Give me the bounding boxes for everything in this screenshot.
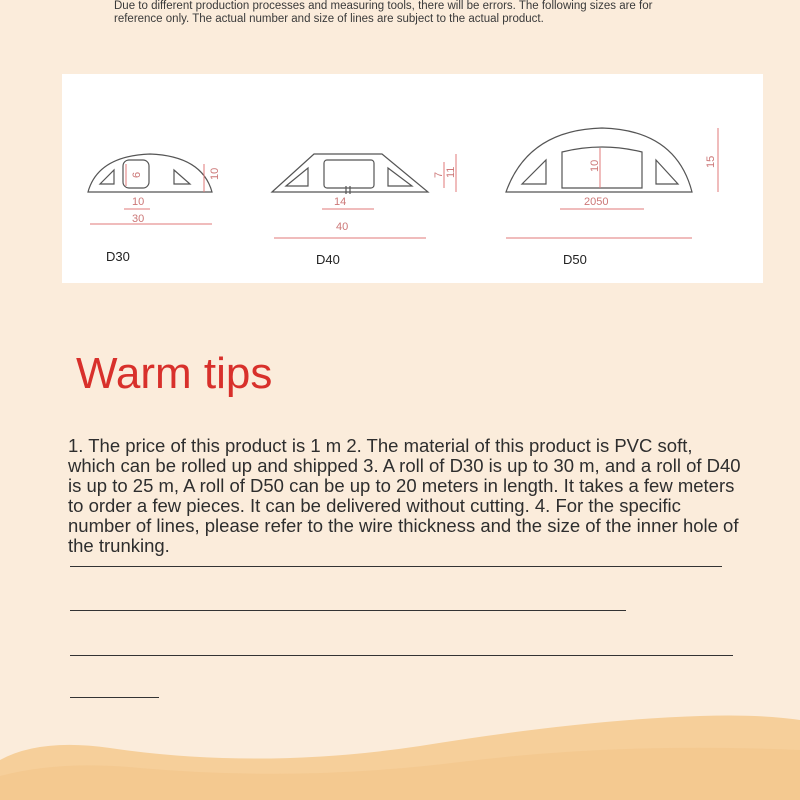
model-label-d50: D50 [563, 252, 587, 267]
decorative-wave [0, 690, 800, 800]
divider-line [70, 566, 722, 567]
divider-line [70, 655, 733, 656]
d30-dimensions [90, 164, 212, 224]
model-label-d30: D30 [106, 249, 130, 264]
d30-dim-total-width: 30 [132, 213, 145, 225]
d50-dim-height-total: 15 [705, 155, 717, 168]
d50-dim-height-inner: 10 [589, 159, 601, 172]
d40-dim-inner-width: 14 [334, 196, 347, 208]
warm-tips-heading: Warm tips [76, 349, 273, 398]
d30-dim-height-inner: 6 [131, 171, 143, 178]
d40-dim-total-width: 40 [336, 221, 349, 233]
d40-profile [272, 154, 428, 194]
d40-dim-height-inner: 7 [433, 171, 445, 178]
disclaimer-note: Due to different production processes and measuring tools, there will be errors. The following sizes are for reference only. The actual number and size of lines are subject to the actual product. [114, 0, 653, 25]
dimension-diagram-panel [62, 74, 763, 283]
d40-dim-height-total: 11 [445, 166, 457, 178]
divider-line [70, 610, 626, 611]
model-label-d40: D40 [316, 252, 340, 267]
d30-profile [88, 154, 212, 192]
warm-tips-text: 1. The price of this product is 1 m 2. The material of this product is PVC soft, which can be rolled up and shipped 3. A roll of D30 is up to 30 m, and a roll of D40 is up to 25 m, A roll of D50 can be up to 20 meters in length. It takes a few meters to order a few pieces. It can be delivered without cutting. 4. For the specific number of lines, please refer to the wire thickness and the size of the inner hole of the trunking. [68, 435, 741, 556]
d30-dim-height-total: 10 [209, 167, 221, 180]
d50-dim-total-width: 2050 [584, 196, 609, 208]
cable-protector-diagrams [62, 74, 763, 283]
d30-dim-inner-width: 10 [132, 196, 145, 208]
d40-dimensions [274, 154, 456, 238]
d50-dimensions [506, 128, 718, 238]
